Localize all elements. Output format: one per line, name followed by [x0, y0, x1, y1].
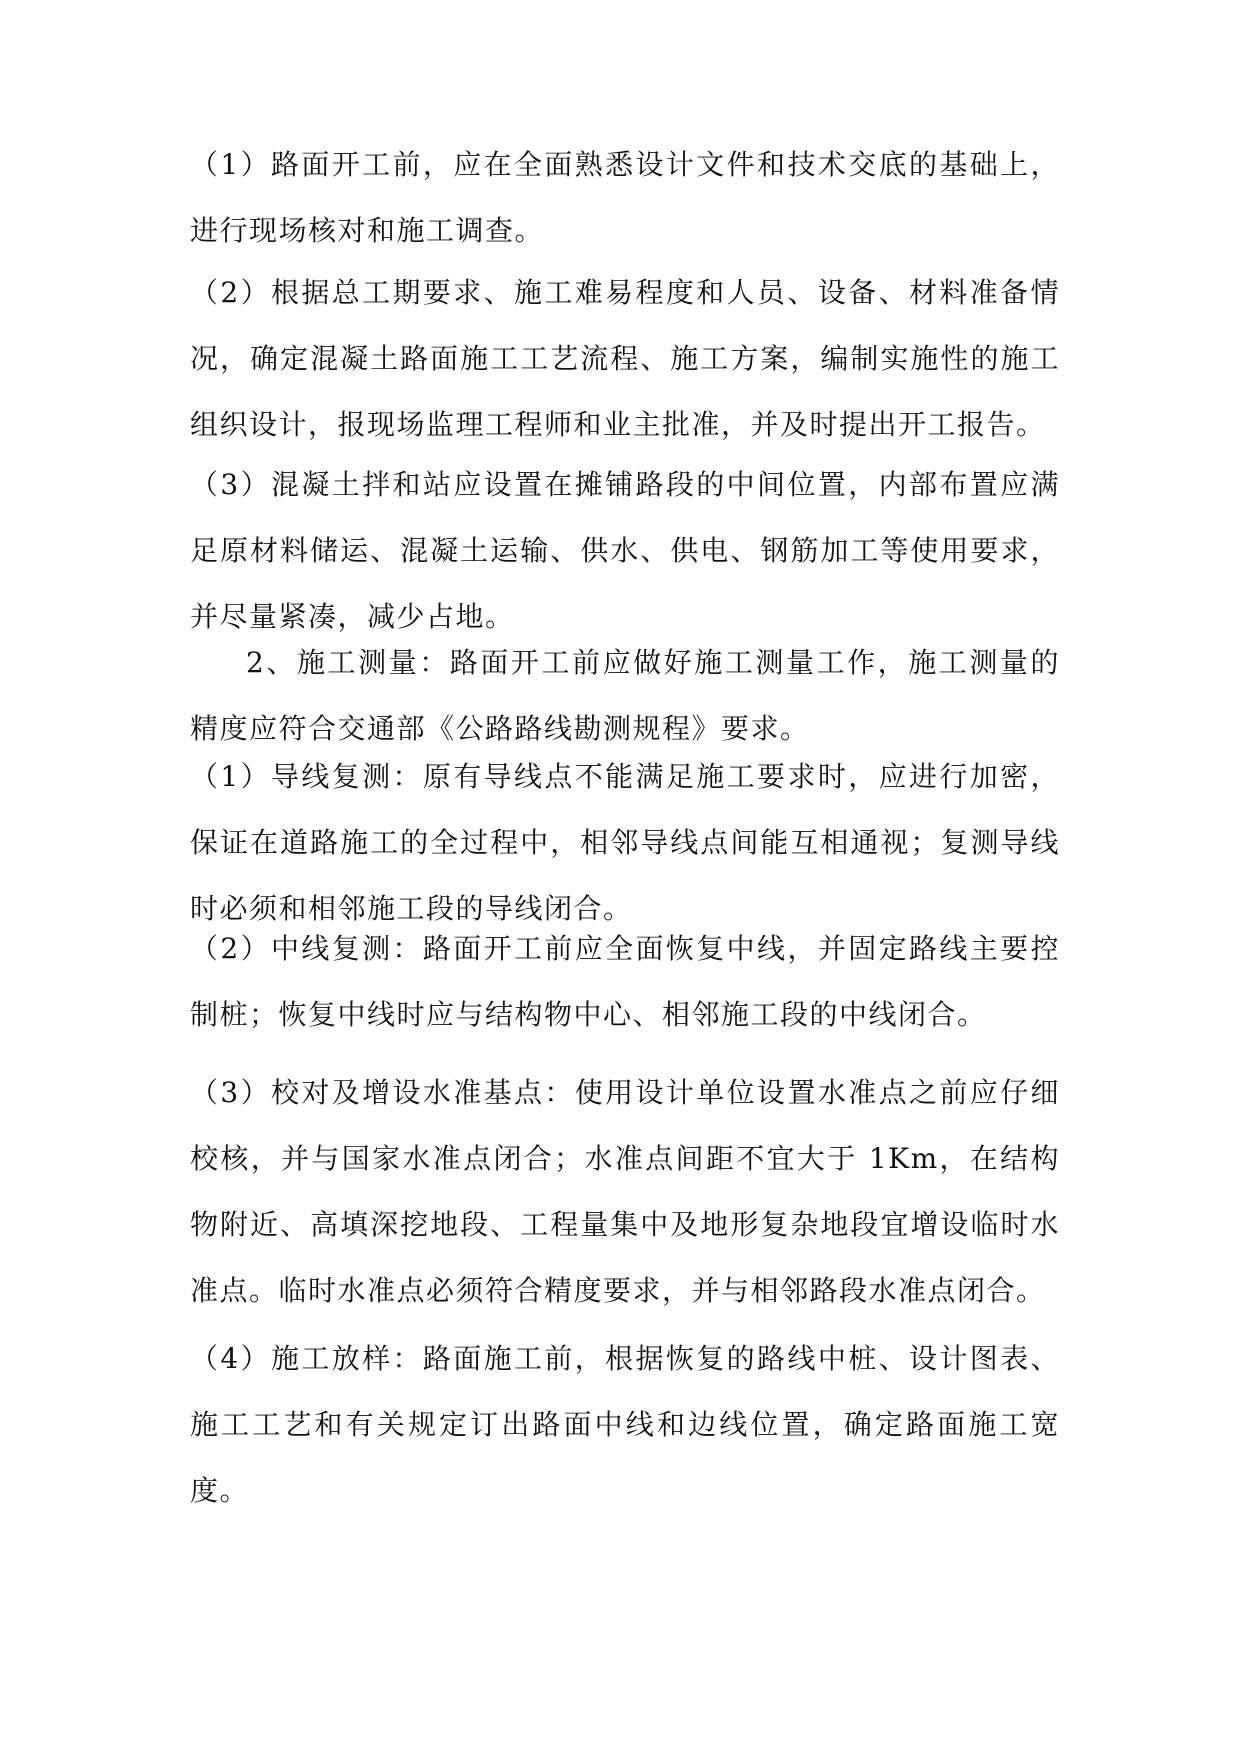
- paragraph-survey-3: （3）校对及增设水准基点：使用设计单位设置水准点之前应仔细校核，并与国家水准点闭合；水准点间距不宜大于 1Km，在结构物附近、高填深挖地段、工程量集中及地形复杂地段宜增设临时水准点。临时水准点必须符合精度要求，并与相邻路段水准点闭合。: [190, 1076, 1060, 1307]
- paragraph-preparation-3: （3）混凝土拌和站应设置在摊铺路段的中间位置，内部布置应满足原材料储运、混凝土运输、供水、供电、钢筋加工等使用要求，并尽量紧凑，减少占地。: [190, 468, 1060, 633]
- paragraph-survey-intro: 2、施工测量：路面开工前应做好施工测量工作，施工测量的精度应符合交通部《公路路线勘测规程》要求。: [190, 646, 1060, 745]
- paragraph-preparation-2: （2）根据总工期要求、施工难易程度和人员、设备、材料准备情况，确定混凝土路面施工工艺流程、施工方案，编制实施性的施工组织设计，报现场监理工程师和业主批准，并及时提出开工报告。: [190, 276, 1060, 441]
- paragraph-survey-1: （1）导线复测：原有导线点不能满足施工要求时，应进行加密，保证在道路施工的全过程中，相邻导线点间能互相通视；复测导线时必须和相邻施工段的导线闭合。: [190, 760, 1060, 925]
- paragraph-survey-4: （4）施工放样：路面施工前，根据恢复的路线中桩、设计图表、施工工艺和有关规定订出路面中线和边线位置，确定路面施工宽度。: [190, 1342, 1060, 1507]
- paragraph-survey-2: （2）中线复测：路面开工前应全面恢复中线，并固定路线主要控制桩；恢复中线时应与结构物中心、相邻施工段的中线闭合。: [190, 932, 1060, 1031]
- paragraph-preparation-1: （1）路面开工前，应在全面熟悉设计文件和技术交底的基础上，进行现场核对和施工调查。: [190, 148, 1060, 247]
